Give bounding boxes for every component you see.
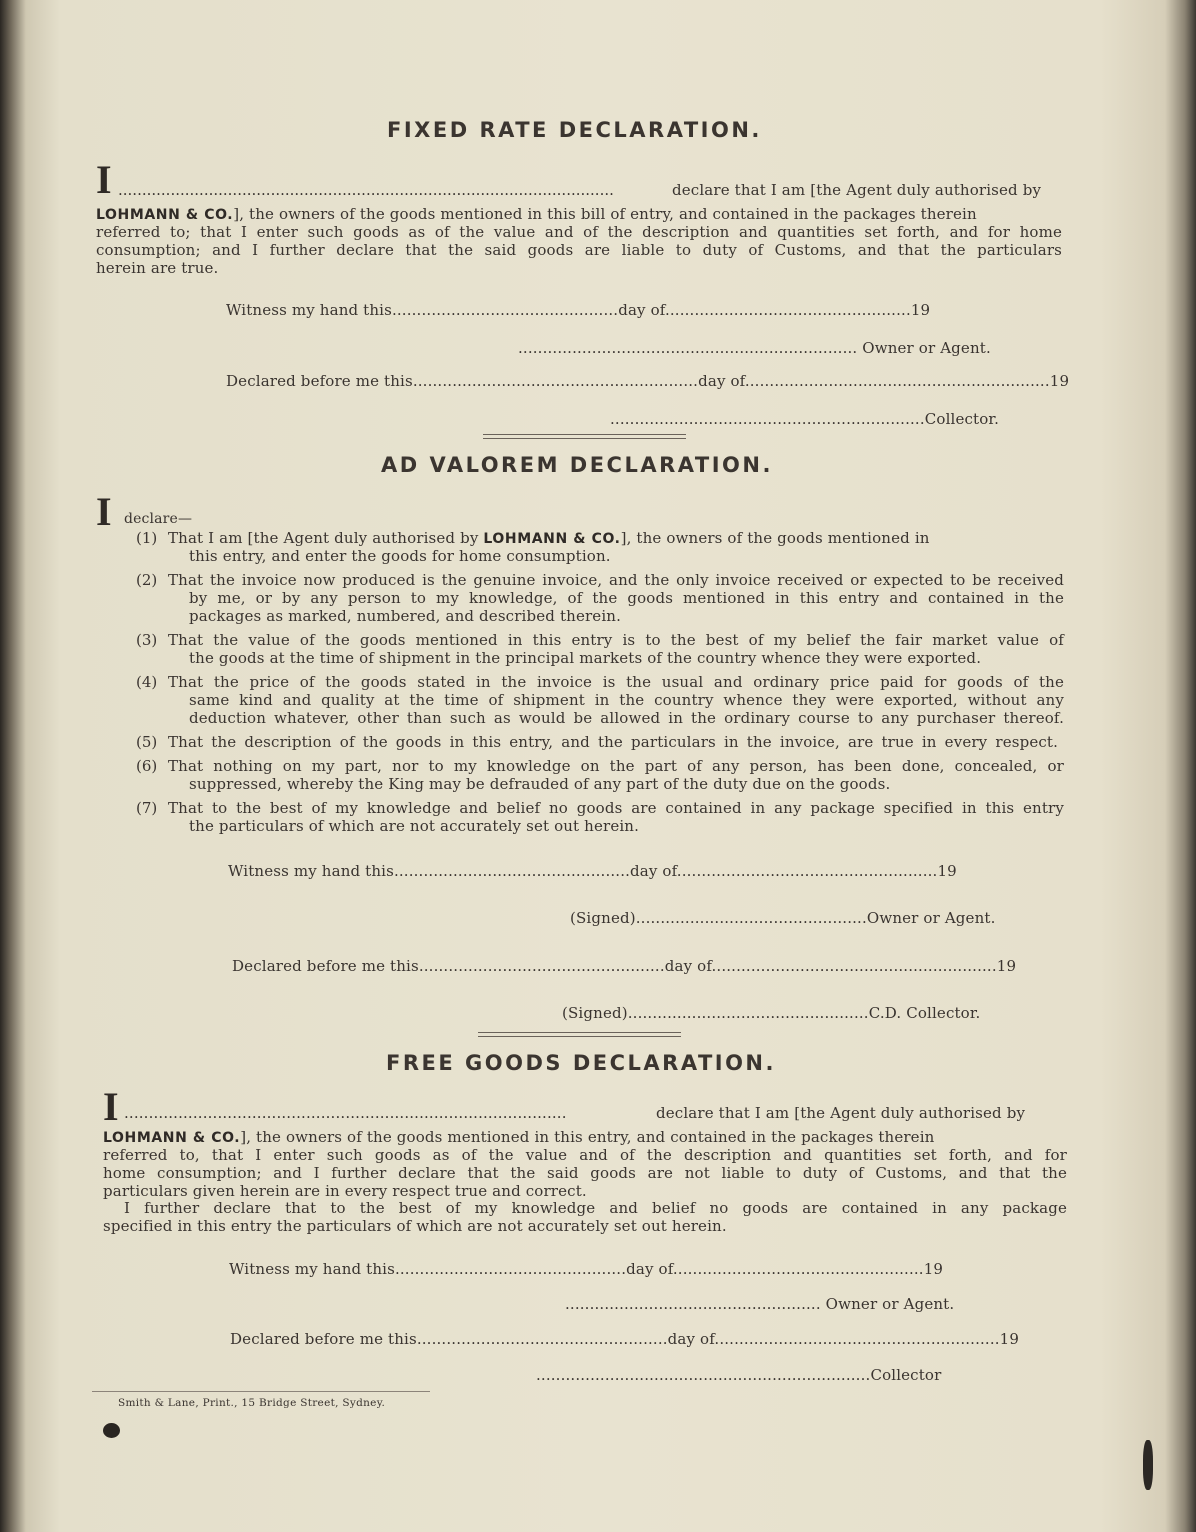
fixed-rate-heading: FIXED RATE DECLARATION.: [387, 118, 762, 142]
ad-valorem-item-6-line-2: suppressed, whereby the King may be defrauded of any part of the duty due on the goods.: [189, 775, 891, 793]
fixed-rate-name-dots[interactable]: ........................................................................................................: [118, 181, 614, 199]
free-goods-name-dots[interactable]: ..........................................................................................: [124, 1104, 567, 1122]
free-goods-line3: referred to, that I enter such goods as of the value and of the description and quantities set forth, and for: [103, 1146, 1067, 1164]
free-goods-line5: particulars given herein are in every respect true and correct.: [103, 1182, 587, 1200]
ad-valorem-item-6-line-1: That nothing on my part, nor to my knowledge on the part of any person, has been done, concealed, or: [168, 757, 1064, 775]
ad-valorem-item-3-line-1: That the value of the goods mentioned in this entry is to the best of my belief the fair market value of: [168, 631, 1064, 649]
ad-valorem-collector-row: (Signed).................................................C.D. Collector.: [562, 1004, 981, 1022]
ad-valorem-item-number: (5): [136, 733, 158, 751]
ad-valorem-item-3-line-2: the goods at the time of shipment in the principal markets of the country whence they were exported.: [189, 649, 982, 667]
fixed-rate-initial: I: [96, 157, 112, 202]
ad-valorem-firm: LOHMANN & CO.: [483, 531, 621, 547]
fixed-rate-firm: LOHMANN & CO.: [96, 207, 234, 223]
ink-blot: [103, 1423, 120, 1438]
fixed-rate-declared-month-field[interactable]: ..............................................................: [744, 372, 1050, 390]
fixed-rate-declared-day-field[interactable]: ..........................................................: [412, 372, 699, 390]
ad-valorem-heading: AD VALOREM DECLARATION.: [381, 453, 773, 477]
ad-valorem-declared-month-field[interactable]: ..........................................................: [711, 957, 997, 975]
fixed-rate-line5: herein are true.: [96, 259, 219, 277]
fixed-rate-witness-month-field[interactable]: ..................................................: [664, 301, 911, 319]
ad-valorem-item-4-line-3: deduction whatever, other than such as would be allowed in the ordinary course to any purchaser thereof.: [189, 709, 1064, 727]
free-goods-declared-day-field[interactable]: ...................................................: [416, 1330, 668, 1348]
ad-valorem-item-number: (4): [136, 673, 158, 691]
section-divider: [478, 1032, 681, 1037]
fixed-rate-witness-day-field[interactable]: ..............................................: [391, 301, 619, 319]
free-goods-declared-month-field[interactable]: ..........................................................: [714, 1330, 1000, 1348]
fixed-rate-line4: consumption; and I further declare that the said goods are liable to duty of Customs, and that the particulars: [96, 241, 1062, 259]
ad-valorem-collector-signature-field[interactable]: .................................................: [627, 1004, 869, 1022]
free-goods-line2: LOHMANN & CO.], the owners of the goods mentioned in this entry, and contained in the packages therein: [103, 1128, 935, 1146]
ad-valorem-item-7-line-1: That to the best of my knowledge and belief no goods are contained in any package specified in this entry: [168, 799, 1064, 817]
free-goods-line7: specified in this entry the particulars of which are not accurately set out herein.: [103, 1217, 727, 1235]
printer-rule: [92, 1391, 430, 1392]
free-goods-witness-month-field[interactable]: ...................................................: [672, 1260, 924, 1278]
ad-valorem-declared-day-field[interactable]: ..................................................: [418, 957, 665, 975]
ad-valorem-initial: I: [96, 489, 112, 534]
fixed-rate-line2: LOHMANN & CO.], the owners of the goods mentioned in this bill of entry, and contained in the packages therein: [96, 205, 977, 223]
ad-valorem-item-5-line-1: That the description of the goods in this entry, and the particulars in the invoice, are true in every respect.: [168, 733, 1058, 751]
ad-valorem-item-2-line-1: That the invoice now produced is the genuine invoice, and the only invoice received or expected to be received: [168, 571, 1064, 589]
fixed-rate-collector-row: ................................................................Collector.: [610, 410, 999, 428]
free-goods-line1: declare that I am [the Agent duly authorised by: [656, 1104, 1026, 1122]
fixed-rate-witness-row: Witness my hand this..............................................day of..................................................19: [226, 301, 931, 319]
ad-valorem-witness-month-field[interactable]: .....................................................: [676, 862, 938, 880]
ad-valorem-owner-row: (Signed)...............................................Owner or Agent.: [570, 909, 996, 927]
fixed-rate-line3: referred to; that I enter such goods as of the value and of the description and quantities set forth, and for home: [96, 223, 1062, 241]
free-goods-line6: I further declare that to the best of my knowledge and belief no goods are contained in any package: [124, 1199, 1067, 1217]
ad-valorem-declare: declare—: [124, 511, 193, 527]
ad-valorem-item-2-line-2: by me, or by any person to my knowledge, of the goods mentioned in this entry and contained in the: [189, 589, 1064, 607]
ad-valorem-item-number: (1): [136, 529, 158, 547]
ad-valorem-item-number: (6): [136, 757, 158, 775]
free-goods-declared-row: Declared before me this...................................................day of..........................................................19: [230, 1330, 1020, 1348]
ad-valorem-item-2-line-3: packages as marked, numbered, and described therein.: [189, 607, 621, 625]
ad-valorem-item-4-line-2: same kind and quality at the time of shipment in the country whence they were exported, without any: [189, 691, 1064, 709]
ad-valorem-owner-signature-field[interactable]: ...............................................: [635, 909, 867, 927]
free-goods-firm: LOHMANN & CO.: [103, 1130, 241, 1146]
free-goods-witness-row: Witness my hand this...............................................day of...................................................19: [229, 1260, 944, 1278]
fixed-rate-declared-row: Declared before me this..........................................................day of..............................................................19: [226, 372, 1070, 390]
section-divider: [483, 434, 686, 439]
ad-valorem-item-7-line-2: the particulars of which are not accurately set out herein.: [189, 817, 640, 835]
fixed-rate-line1: declare that I am [the Agent duly authorised by: [672, 181, 1042, 199]
fixed-rate-owner-signature-field[interactable]: .....................................................................: [518, 339, 863, 357]
ad-valorem-witness-day-field[interactable]: ................................................: [393, 862, 631, 880]
ad-valorem-declared-row: Declared before me this..................................................day of..........................................................19: [232, 957, 1017, 975]
free-goods-owner-signature-field[interactable]: ....................................................: [565, 1295, 826, 1313]
free-goods-collector-signature-field[interactable]: ....................................................................: [536, 1366, 871, 1384]
free-goods-initial: I: [103, 1084, 119, 1129]
ad-valorem-item-1-line-2: this entry, and enter the goods for home consumption.: [189, 547, 611, 565]
ad-valorem-item-number: (7): [136, 799, 158, 817]
ad-valorem-item-4-line-1: That the price of the goods stated in the invoice is the usual and ordinary price paid for goods of the: [168, 673, 1064, 691]
printer-imprint: Smith & Lane, Print., 15 Bridge Street, Sydney.: [118, 1397, 386, 1409]
free-goods-owner-row: .................................................... Owner or Agent.: [565, 1295, 955, 1313]
fixed-rate-owner-row: ..................................................................... Owner or Agent.: [518, 339, 991, 357]
fixed-rate-collector-signature-field[interactable]: ................................................................: [610, 410, 925, 428]
free-goods-line4: home consumption; and I further declare that the said goods are not liable to duty of Customs, and that the: [103, 1164, 1067, 1182]
ad-valorem-item-number: (2): [136, 571, 158, 589]
free-goods-collector-row: ....................................................................Collector: [536, 1366, 942, 1384]
free-goods-heading: FREE GOODS DECLARATION.: [386, 1051, 776, 1075]
ad-valorem-item-number: (3): [136, 631, 158, 649]
torn-edge-mark: [1143, 1440, 1153, 1490]
free-goods-witness-day-field[interactable]: ...............................................: [394, 1260, 627, 1278]
ad-valorem-witness-row: Witness my hand this................................................day of.....................................................19: [228, 862, 957, 880]
ad-valorem-item-1-line-1: That I am [the Agent duly authorised by LOHMANN & CO.], the owners of the goods mentioned in: [168, 529, 930, 547]
